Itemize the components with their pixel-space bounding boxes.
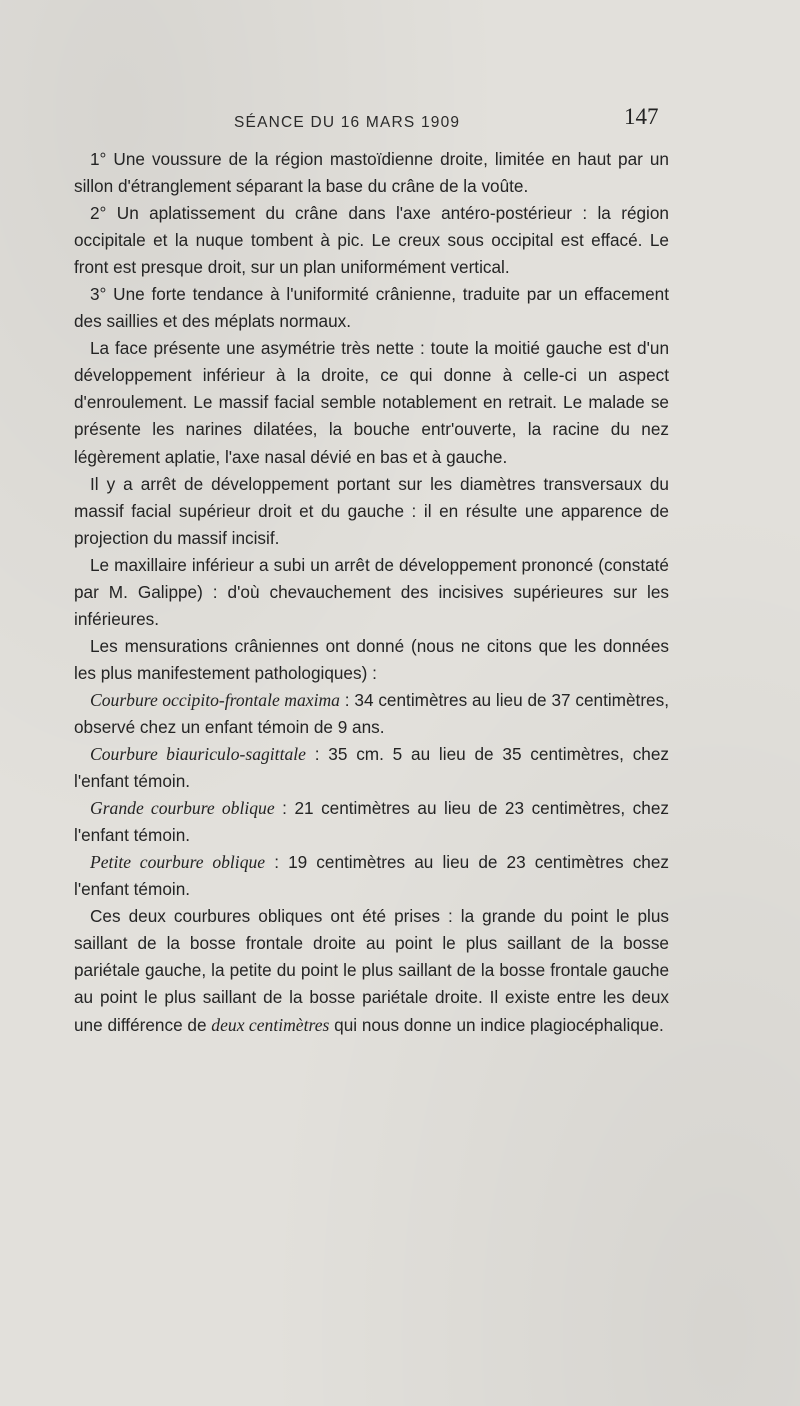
measurement-paragraph [74, 795, 669, 849]
measurement-text: : 21 centimètres au lieu de 23 centimètres, chez l'enfant témoin. [74, 798, 669, 846]
page-header [0, 104, 800, 134]
measurement-text: : 19 centimètres au lieu de 23 centimètres chez l'enfant témoin. [74, 852, 669, 900]
measurement-label: Grande courbure oblique [90, 798, 275, 819]
paragraph: La face présente une asymétrie très nette : toute la moitié gauche est d'un développement inférieur à la droite, ce qui donne à celle-ci un aspect d'enroulement. Le massif facial semble notablement en retrait. Le malade se présente les narines dilatées, la bouche entr'ouverte, la racine du nez légèrement aplatie, l'axe nasal dévié en bas et à gauche. [74, 338, 669, 467]
measurement-label: Courbure biauriculo-sagittale [90, 744, 306, 765]
paragraph: 1° Une voussure de la région mastoïdienne droite, limitée en haut par un sillon d'étranglement séparant la base du crâne de la voûte. [74, 149, 669, 197]
paragraph: Il y a arrêt de développement portant sur les diamètres transversaux du massif facial supérieur droit et du gauche : il en résulte une apparence de projection du massif incisif. [74, 473, 669, 548]
paragraph: Les mensurations crâniennes ont donné (nous ne citons que les données les plus manifestement pathologiques) : [74, 635, 669, 683]
measurement-paragraph [74, 687, 669, 741]
measurement-text: : 34 centimètres au lieu de 37 centimètres, observé chez un enfant témoin de 9 ans. [74, 689, 669, 737]
paragraph: Le maxillaire inférieur a subi un arrêt de développement prononcé (constaté par M. Galippe) : d'où chevauchement des incisives supérieures sur les inférieures. [74, 554, 669, 629]
measurement-label: Petite courbure oblique [90, 852, 266, 873]
running-title: SÉANCE DU 16 MARS 1909 [234, 114, 461, 131]
measurement-text: : 35 cm. 5 au lieu de 35 centimètres, chez l'enfant témoin. [74, 744, 669, 792]
measurement-paragraph [74, 849, 669, 903]
paragraph [74, 903, 669, 1038]
paragraph-text: qui nous donne un indice plagiocéphalique. [329, 1014, 664, 1035]
measurement-label: Courbure occipito-frontale maxima [90, 689, 340, 710]
paragraph-text: Ces deux courbures obliques ont été prises : la grande du point le plus saillant de la bosse frontale droite au point le plus saillant de la bosse pariétale gauche, la petite du point le plus saillant de la bosse frontale gauche au point le plus saillant de la bosse pariétale droite. Il existe entre les deux une différence de [74, 906, 669, 1035]
measurement-paragraph [74, 741, 669, 795]
body-text [74, 146, 669, 1039]
paragraph: 2° Un aplatissement du crâne dans l'axe antéro-postérieur : la région occipitale et la nuque tombent à pic. Le creux sous occipital est effacé. Le front est presque droit, sur un plan uniformément vertical. [74, 203, 669, 278]
emphasis: deux centimètres [211, 1014, 330, 1035]
paragraph: 3° Une forte tendance à l'uniformité crânienne, traduite par un effacement des saillies et des méplats normaux. [74, 284, 669, 332]
page-number: 147 [624, 104, 659, 129]
